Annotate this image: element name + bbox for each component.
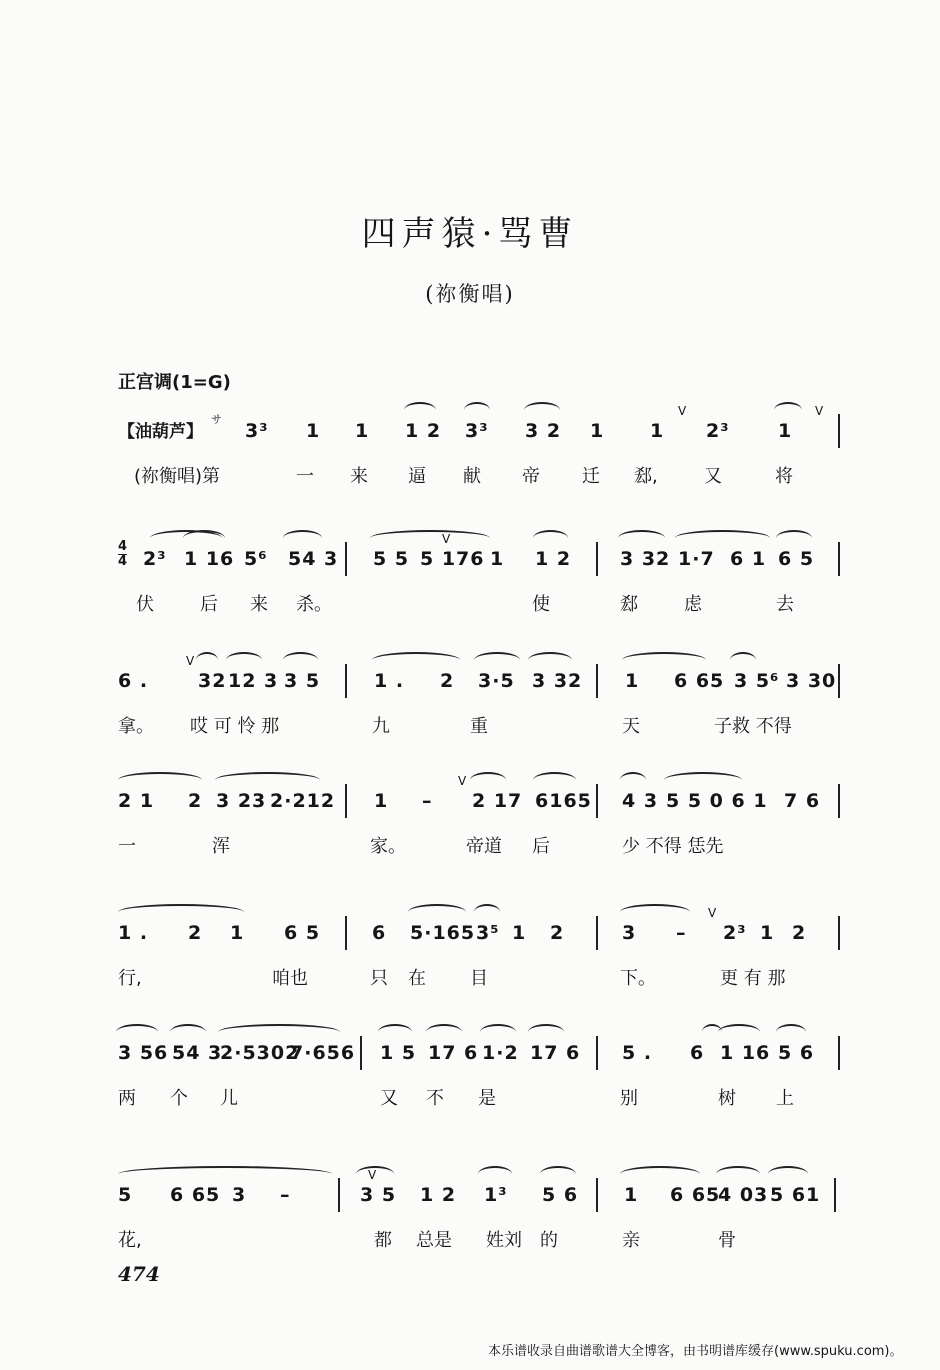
note-group: 6 . <box>118 670 149 692</box>
bar-line <box>838 542 840 576</box>
breath-mark: V <box>368 1168 377 1182</box>
note-group: 54 3 <box>172 1042 223 1064</box>
note-group: – <box>422 790 433 812</box>
note-group: 17 6 <box>530 1042 581 1064</box>
breath-mark: V <box>458 774 467 788</box>
footer-note: 本乐谱收录自曲谱歌谱大全博客，由书明谱库缓存(www.spuku.com)。 <box>488 1344 903 1359</box>
lyric-text: 咱也 <box>272 968 308 989</box>
note-group: 6 5 <box>778 548 815 570</box>
bar-line <box>338 1178 340 1212</box>
lyric-text: 家。 <box>370 836 406 857</box>
lyric-text: 郄, <box>634 466 658 487</box>
slur <box>118 1166 332 1182</box>
slur <box>528 1024 564 1040</box>
lyric-text: 总是 <box>416 1230 452 1251</box>
note-group: 2³ <box>723 922 747 944</box>
note-group: 5 6 <box>778 1042 815 1064</box>
lyric-text: 的 <box>540 1230 558 1251</box>
lyric-text: 浑 <box>212 836 230 857</box>
breath-mark: V <box>186 654 195 668</box>
note-group: 32 <box>198 670 227 692</box>
lyric-text: 郄 <box>620 594 638 615</box>
bar-line <box>596 1178 598 1212</box>
note-group: 3·5 <box>478 670 515 692</box>
slur <box>404 402 436 418</box>
bar-line <box>838 784 840 818</box>
note-group: 54 3 <box>288 548 339 570</box>
slur <box>283 652 318 668</box>
lyric-text: 虑 <box>684 594 702 615</box>
note-group: 1 16 <box>184 548 235 570</box>
lyric-text: 迁 <box>582 466 600 487</box>
slur <box>474 904 500 920</box>
note-group: 5⁶ <box>244 548 268 570</box>
note-group: 2 1 <box>118 790 155 812</box>
note-group: 6 5 <box>284 922 321 944</box>
note-group: 6 65 <box>670 1184 721 1206</box>
slur <box>540 1166 576 1182</box>
lyric-text: 来 <box>350 466 368 487</box>
bar-line <box>596 664 598 698</box>
time-signature <box>118 540 127 569</box>
note-group: 3 <box>232 1184 247 1206</box>
lyric-text: (祢衡唱)第 <box>134 466 221 487</box>
slur <box>664 772 742 788</box>
breath-mark: V <box>708 906 717 920</box>
lyric-text: 都 <box>374 1230 392 1251</box>
lyric-text: 姓刘 <box>486 1230 522 1251</box>
note-group: 2 17 <box>472 790 523 812</box>
page-subtitle: (祢衡唱) <box>425 282 515 306</box>
note-group: 1 2 <box>405 420 442 442</box>
page-number: 474 <box>118 1262 160 1286</box>
note-group: 17 6 <box>428 1042 479 1064</box>
note-group: 1 . <box>374 670 405 692</box>
note-group: 1 <box>650 420 665 442</box>
slur <box>170 1024 206 1040</box>
bar-line <box>838 1036 840 1070</box>
note-group: 5 5 0 6 1 <box>666 790 768 812</box>
note-group: 3 5⁶ <box>734 670 780 692</box>
lyric-text: 去 <box>776 594 794 615</box>
lyric-text: 天 <box>622 716 640 737</box>
slur <box>372 652 460 668</box>
note-group: 1 16 <box>720 1042 771 1064</box>
lyric-text: 帝道 <box>466 836 502 857</box>
slur <box>675 530 770 546</box>
slur <box>196 652 218 668</box>
slur <box>378 1024 412 1040</box>
note-group: 7·656 <box>290 1042 356 1064</box>
note-group: 3 56 <box>118 1042 169 1064</box>
slur <box>470 772 506 788</box>
lyric-text: 哎 可 怜 那 <box>190 716 280 737</box>
bar-line <box>596 1036 598 1070</box>
note-group: 7 6 <box>784 790 821 812</box>
lyric-text: 亲 <box>622 1230 640 1251</box>
lyric-text: 又 <box>380 1088 398 1109</box>
lyric-text: 后 <box>200 594 218 615</box>
note-group: 2 <box>440 670 455 692</box>
page-title: 四声猿·骂曹 <box>361 214 579 254</box>
lyric-text: 不 <box>426 1088 444 1109</box>
slur <box>620 904 690 920</box>
note-group: 5 61 <box>770 1184 821 1206</box>
note-group: 4 3 <box>622 790 659 812</box>
slur <box>774 402 802 418</box>
lyric-text: 来 <box>250 594 268 615</box>
note-group: 2 <box>188 790 203 812</box>
lyric-text: 上 <box>776 1088 794 1109</box>
slur <box>464 402 490 418</box>
note-group: 5 . <box>622 1042 653 1064</box>
note-group: 4 03 <box>718 1184 769 1206</box>
lyric-text: 逼 <box>408 466 426 487</box>
note-group: 2³ <box>143 548 167 570</box>
slur <box>426 1024 462 1040</box>
lyric-text: 骨 <box>718 1230 736 1251</box>
slur <box>215 772 320 788</box>
note-group: 3 32 <box>620 548 671 570</box>
note-group: 3⁵ <box>476 922 500 944</box>
bar-line <box>834 1178 836 1212</box>
note-group: 3 23 <box>216 790 267 812</box>
note-group: 6 65 <box>674 670 725 692</box>
bar-line <box>345 916 347 950</box>
slur <box>718 1024 760 1040</box>
lyric-text: 下。 <box>620 968 656 989</box>
slur <box>730 652 756 668</box>
lyric-text: 别 <box>620 1088 638 1109</box>
lyric-text: 将 <box>775 466 793 487</box>
note-group: 3 5 <box>360 1184 397 1206</box>
note-group: 6 65 <box>170 1184 221 1206</box>
note-group: 5 <box>118 1184 133 1206</box>
slur <box>524 402 560 418</box>
note-group: 6 <box>690 1042 705 1064</box>
note-group: 2 <box>188 922 203 944</box>
note-group: 1 2 <box>535 548 572 570</box>
lyric-text: 一 <box>118 836 136 857</box>
lyric-text: 伏 <box>136 594 154 615</box>
note-group: 1 <box>374 790 389 812</box>
qupai-label: 【油葫芦】 <box>118 422 203 442</box>
bar-line <box>345 542 347 576</box>
note-group: 3 2 <box>525 420 562 442</box>
lyric-text: 在 <box>408 968 426 989</box>
lyric-text: 又 <box>704 466 722 487</box>
note-group: 6165 <box>535 790 592 812</box>
lyric-text: 拿。 <box>118 716 154 737</box>
note-group: 3³ <box>465 420 489 442</box>
key-signature: 正宫调(1=G) <box>118 372 231 393</box>
lyric-text: 重 <box>470 716 488 737</box>
lyric-text: 更 有 那 <box>720 968 786 989</box>
lyric-text: 子救 不得 <box>714 716 792 737</box>
breath-mark: V <box>815 404 824 418</box>
note-group: 3 30 <box>786 670 837 692</box>
bar-line <box>596 542 598 576</box>
lyric-text: 杀。 <box>296 594 332 615</box>
slur <box>480 1024 516 1040</box>
slur <box>620 772 646 788</box>
note-group: 1 <box>760 922 775 944</box>
lyric-text: 花, <box>118 1230 142 1251</box>
slur <box>183 530 225 546</box>
slur <box>768 1166 808 1182</box>
note-group: 2 <box>550 922 565 944</box>
note-group: 1·2 <box>482 1042 519 1064</box>
slur <box>533 772 576 788</box>
note-group: 12 3 <box>228 670 279 692</box>
bar-line <box>345 784 347 818</box>
slur <box>716 1166 760 1182</box>
note-group: 1 <box>624 1184 639 1206</box>
slur <box>620 1166 700 1182</box>
note-group: 1·7 <box>678 548 715 570</box>
slur <box>474 652 520 668</box>
slur <box>218 1024 340 1040</box>
breath-mark: V <box>678 404 687 418</box>
bar-line <box>838 414 840 448</box>
bar-line <box>360 1036 362 1070</box>
lyric-text: 使 <box>532 594 550 615</box>
note-group: 3 <box>622 922 637 944</box>
lyric-text: 两 <box>118 1088 136 1109</box>
lyric-text: 帝 <box>522 466 540 487</box>
note-group: 1 . <box>118 922 149 944</box>
lyric-text: 个 <box>170 1088 188 1109</box>
note-group: 3 32 <box>532 670 583 692</box>
lyric-text: 行, <box>118 968 142 989</box>
lyric-text: 一 <box>296 466 314 487</box>
note-group: 6 1 <box>730 548 767 570</box>
note-group: 1 <box>590 420 605 442</box>
lyric-text: 后 <box>532 836 550 857</box>
lyric-text: 九 <box>372 716 390 737</box>
note-group: – <box>280 1184 291 1206</box>
note-group: 1 <box>306 420 321 442</box>
slur <box>283 530 322 546</box>
slur <box>226 652 262 668</box>
note-group: 5 176 <box>420 548 485 570</box>
time-signature-top: 4 <box>118 539 128 554</box>
note-group: 1³ <box>484 1184 508 1206</box>
note-group: 1 <box>512 922 527 944</box>
bar-line <box>838 916 840 950</box>
note-group: 1 <box>778 420 793 442</box>
note-group: 2·5302 <box>220 1042 300 1064</box>
slur <box>776 530 812 546</box>
note-group: 2·212 <box>270 790 336 812</box>
note-group: 6 <box>372 922 387 944</box>
note-group: 1 <box>355 420 370 442</box>
lyric-text: 只 <box>370 968 388 989</box>
lyric-text: 献 <box>463 466 481 487</box>
bar-line <box>596 784 598 818</box>
note-group: 1 <box>490 548 505 570</box>
note-group: 5 5 <box>373 548 410 570</box>
time-signature-bottom: 4 <box>118 554 128 569</box>
note-group: 1 2 <box>420 1184 457 1206</box>
note-group: 1 5 <box>380 1042 417 1064</box>
slur <box>478 1166 512 1182</box>
note-group: 3 5 <box>284 670 321 692</box>
bar-line <box>596 916 598 950</box>
bar-line <box>838 664 840 698</box>
slur <box>622 652 706 668</box>
note-group: 1 <box>625 670 640 692</box>
lyric-text: 目 <box>470 968 488 989</box>
lyric-text: 少 不得 恁先 <box>622 836 724 857</box>
note-group: 1 <box>230 922 245 944</box>
slur <box>618 530 665 546</box>
note-group: – <box>676 922 687 944</box>
lyric-text: 是 <box>478 1088 496 1109</box>
slur <box>370 530 490 546</box>
note-group: 5 6 <box>542 1184 579 1206</box>
slur <box>118 772 202 788</box>
note-group: 5·165 <box>410 922 476 944</box>
lyric-text: 儿 <box>220 1088 238 1109</box>
slur <box>116 1024 158 1040</box>
note-group: 2 <box>792 922 807 944</box>
slur <box>118 904 244 920</box>
free-meter-mark: サ <box>211 413 222 426</box>
slur <box>533 530 568 546</box>
slur <box>408 904 466 920</box>
slur <box>776 1024 806 1040</box>
lyric-text: 树 <box>718 1088 736 1109</box>
breath-mark: V <box>442 532 451 546</box>
slur <box>528 652 572 668</box>
note-group: 3³ <box>245 420 269 442</box>
bar-line <box>345 664 347 698</box>
note-group: 2³ <box>706 420 730 442</box>
